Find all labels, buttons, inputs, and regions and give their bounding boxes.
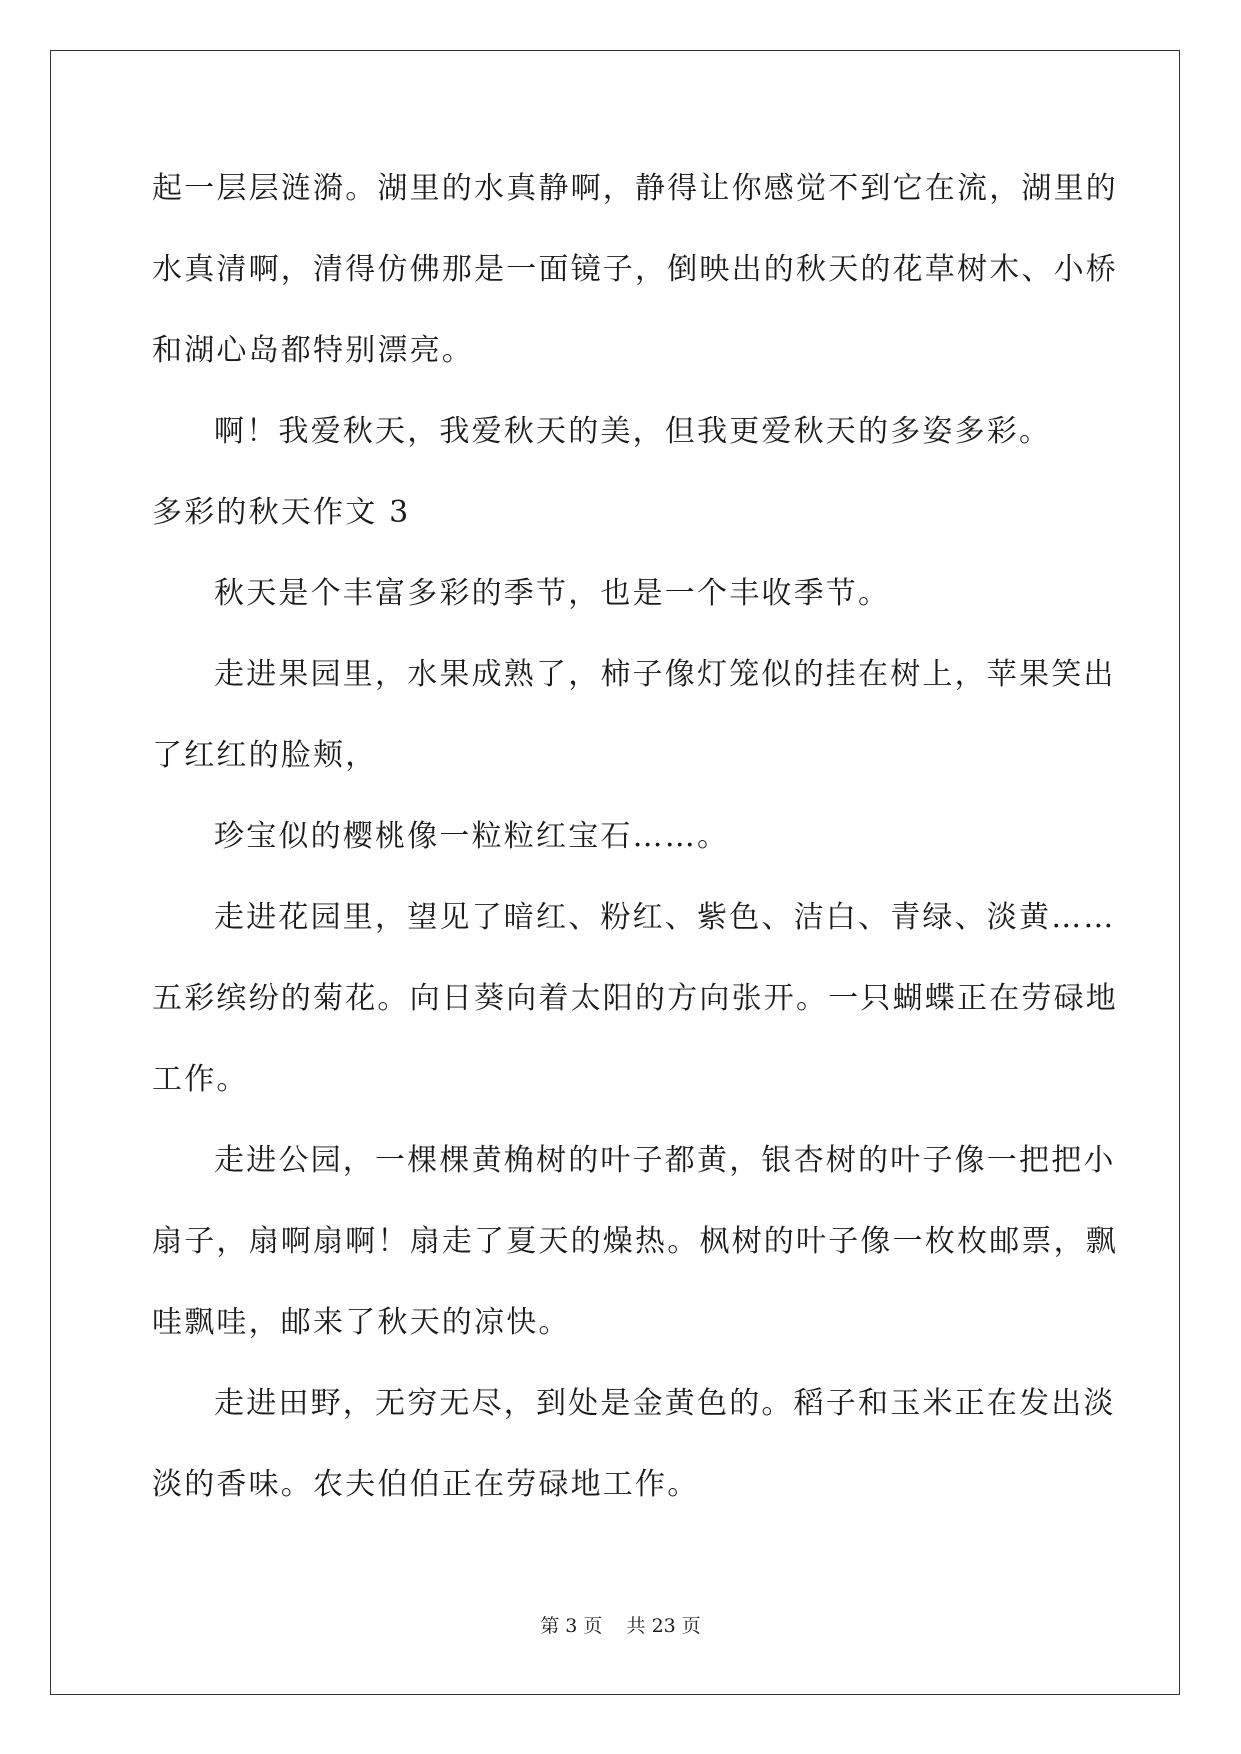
- text-line: 啊！我爱秋天，我爱秋天的美，但我更爱秋天的多姿多彩。: [214, 414, 1052, 449]
- text-line: 秋天是个丰富多彩的季节，也是一个丰收季节。: [214, 576, 891, 611]
- text-line: 起一层层涟漪。湖里的水真静啊，静得让你感觉不到它在流，湖里的: [152, 171, 1118, 206]
- text-line: 扇子，扇啊扇啊！扇走了夏天的燥热。枫树的叶子像一枚枚邮票，飘: [152, 1224, 1118, 1259]
- section-title: 多彩的秋天作文 3: [152, 495, 411, 530]
- text-line: 水真清啊，清得仿佛那是一面镜子，倒映出的秋天的花草树木、小桥: [152, 252, 1118, 287]
- text-line: 和湖心岛都特别漂亮。: [152, 333, 474, 368]
- text-line: 五彩缤纷的菊花。向日葵向着太阳的方向张开。一只蝴蝶正在劳碌地: [152, 981, 1118, 1016]
- text-line: 工作。: [152, 1062, 249, 1097]
- text-line: 走进果园里，水果成熟了，柿子像灯笼似的挂在树上，苹果笑出: [214, 657, 1116, 692]
- text-line: 珍宝似的樱桃像一粒粒红宝石……。: [214, 819, 730, 854]
- text-line: 走进花园里，望见了暗红、粉红、紫色、洁白、青绿、淡黄……: [214, 900, 1116, 935]
- text-line: 哇飘哇，邮来了秋天的凉快。: [152, 1305, 571, 1340]
- document-body: [152, 160, 1118, 1537]
- page-number-footer: 第 3 页 共 23 页: [540, 1615, 701, 1637]
- text-line: 了红红的脸颊，: [152, 738, 378, 773]
- text-line: 走进公园，一棵棵黄桷树的叶子都黄，银杏树的叶子像一把把小: [214, 1143, 1116, 1178]
- text-line: 淡的香味。农夫伯伯正在劳碌地工作。: [152, 1467, 700, 1502]
- text-line: 走进田野，无穷无尽，到处是金黄色的。稻子和玉米正在发出淡: [214, 1386, 1116, 1421]
